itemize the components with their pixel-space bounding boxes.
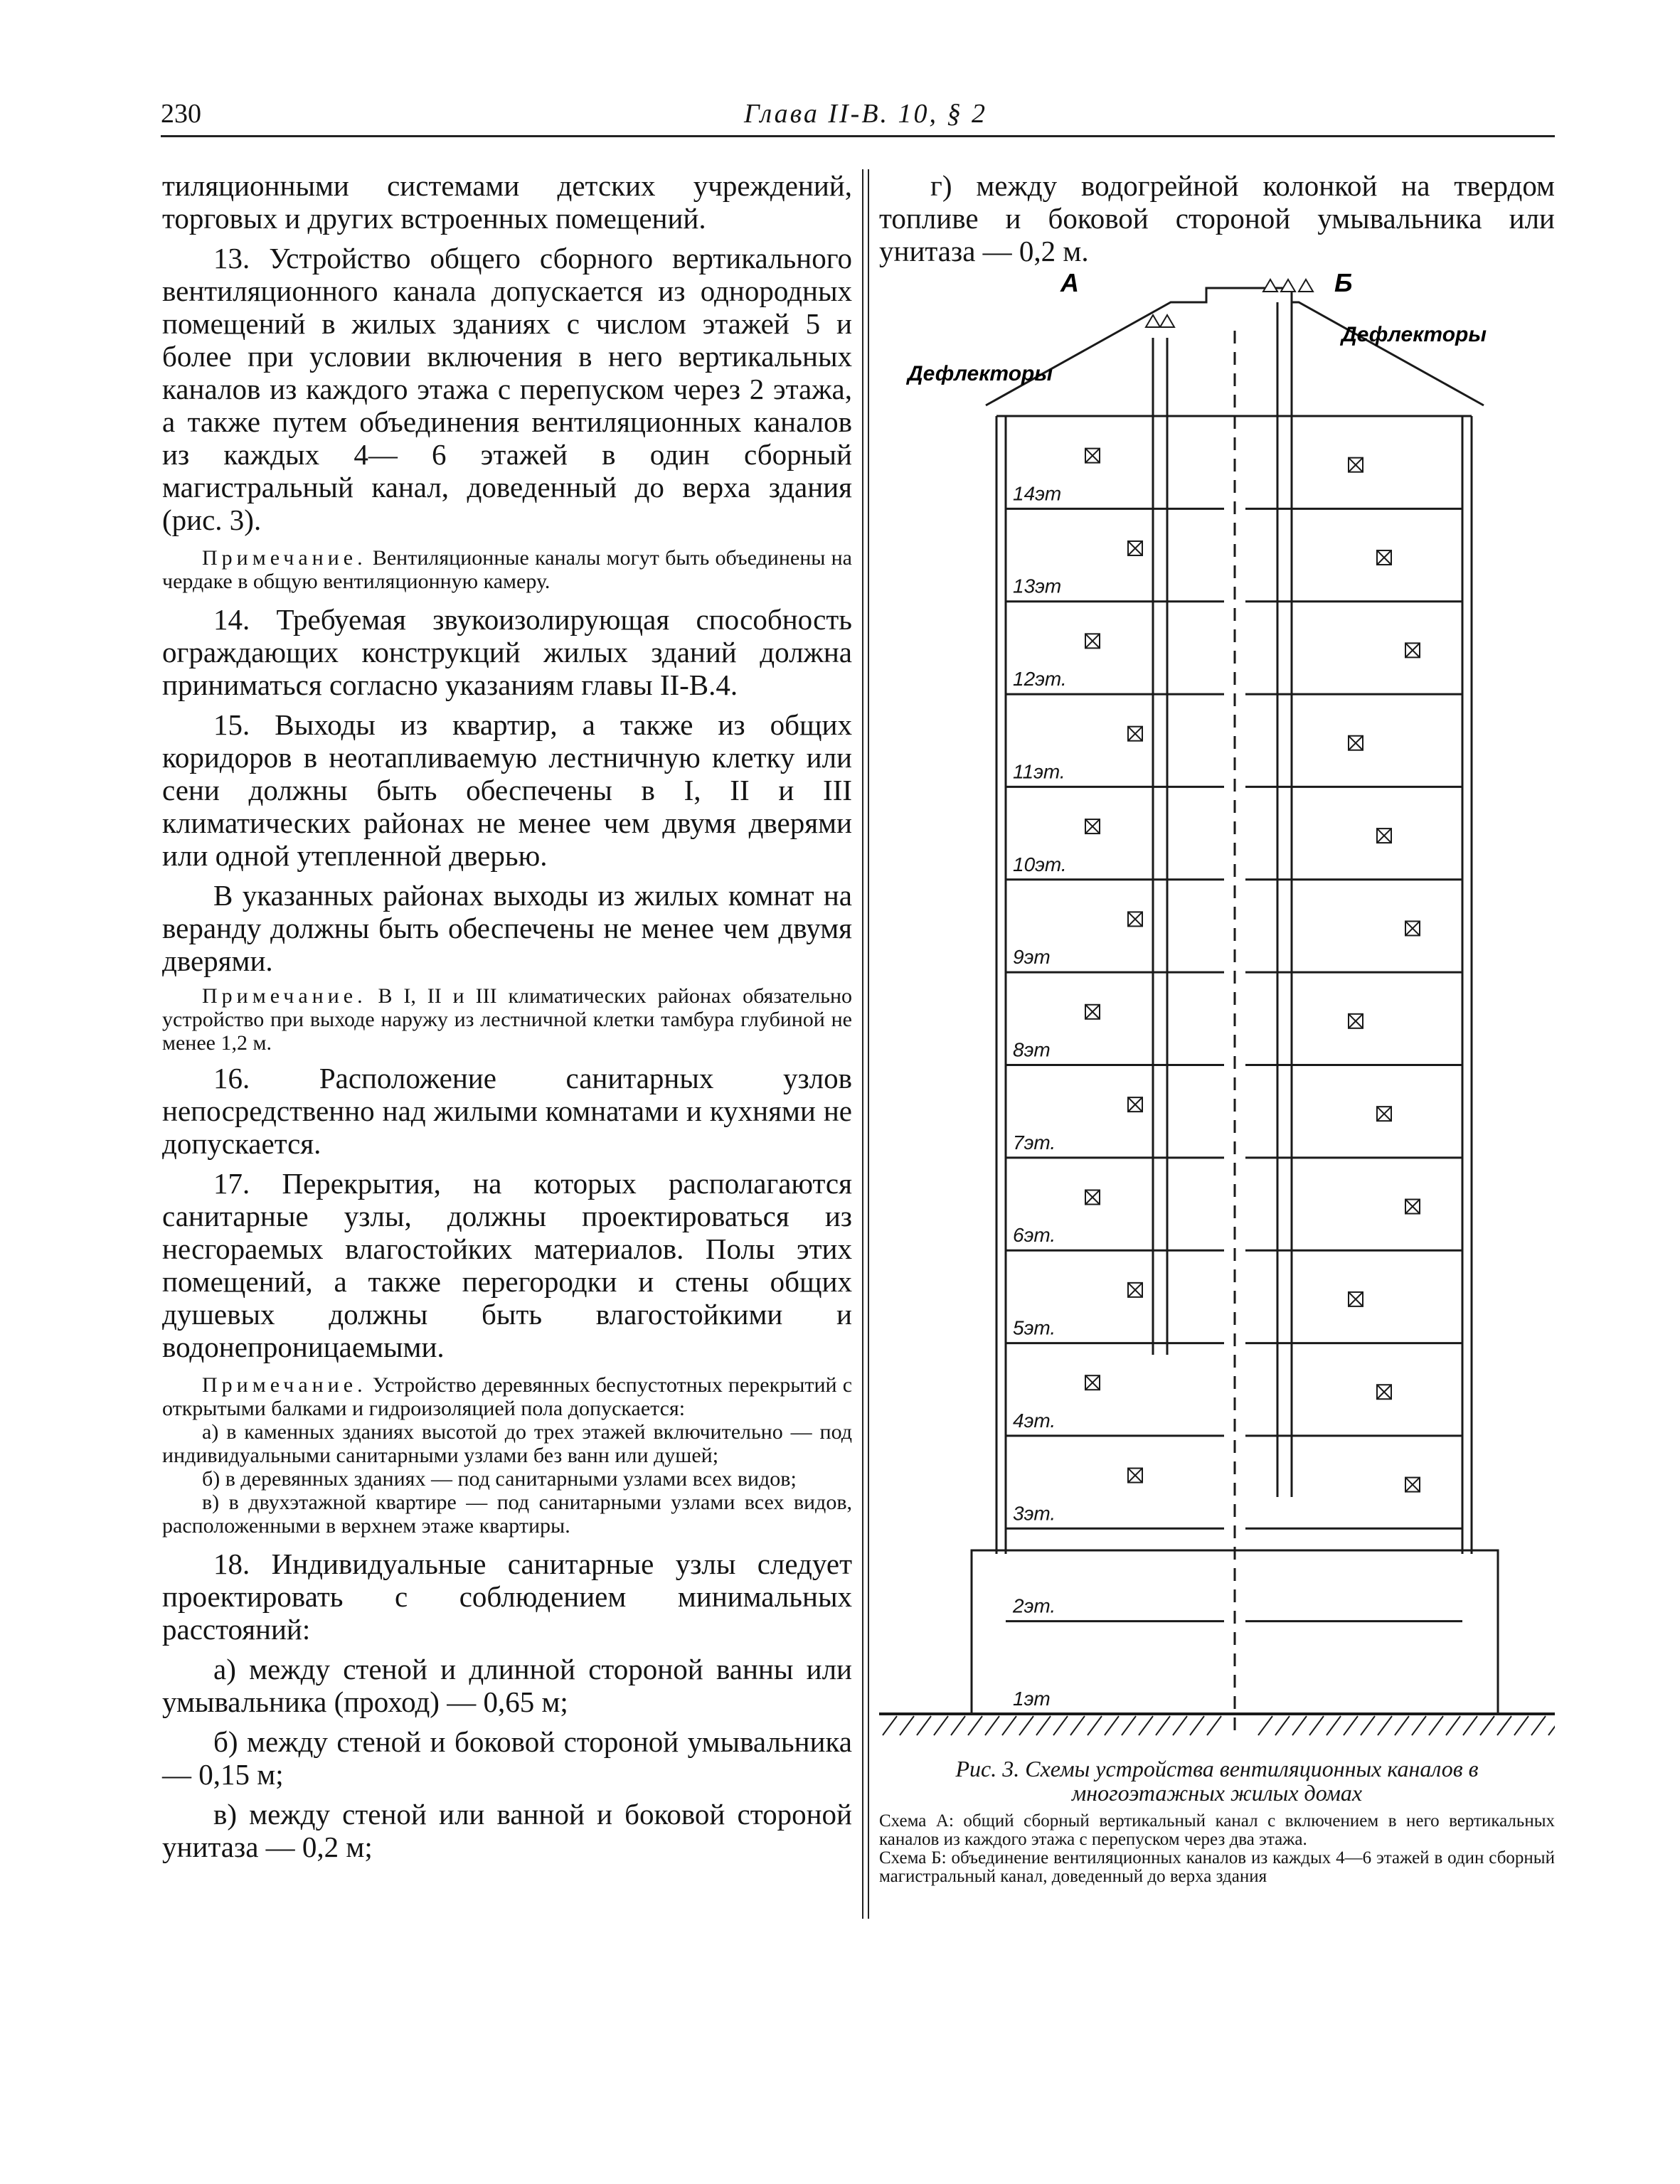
- paragraph-13: 13. Устройство общего сборного вертикального вентиляционного канала допускается из однородных помещений в жилых зданиях с числом этажей 5 и более при условии включения в него вертикальных каналов из каждого этажа с перепуском через 2 этажа, а также путем объединения вентиляционных каналов из каждых 4— 6 этажей в один сборный магистральный канал, доведенный до верха здания (рис. 3).: [162, 242, 852, 536]
- note-1-text: Вентиляционные каналы могут быть объединены на чердаке в общую вентиляционную камеру.: [162, 546, 852, 593]
- deflector-a2: [1160, 315, 1174, 327]
- paragraph-continuation: тиляционными системами детских учреждений, торговых и других встроенных помещений.: [162, 169, 852, 235]
- ground-hatch: [900, 1716, 914, 1735]
- roof-outline: [986, 288, 1484, 405]
- ground-hatch: [1258, 1716, 1272, 1735]
- page-header: [161, 92, 1555, 137]
- ground-hatch: [1173, 1716, 1187, 1735]
- note-3-text: Устройство деревянных беспустотных перекрытий с открытыми балками и гидроизоляцией пола допускается:: [162, 1373, 853, 1420]
- ground-hatch: [1480, 1716, 1494, 1735]
- ground-hatch: [883, 1716, 897, 1735]
- ground-hatch: [1395, 1716, 1409, 1735]
- deflectors-label-right: Дефлекторы: [1341, 323, 1487, 346]
- ground-hatch: [1190, 1716, 1204, 1735]
- note-1-label: Примечание.: [202, 546, 367, 570]
- ground-hatch: [1548, 1716, 1555, 1735]
- note-3: [162, 1373, 852, 1420]
- paragraph-16: 16. Расположение санитарных узлов непосредственно над жилыми комнатами и кухнями не допускается.: [162, 1062, 852, 1160]
- floor-label: 7эт.: [1013, 1131, 1056, 1154]
- right-column: [879, 169, 1555, 267]
- floor-label: 9эт: [1013, 946, 1051, 969]
- ground-hatch: [1292, 1716, 1307, 1735]
- ground-hatch: [1446, 1716, 1460, 1735]
- left-column: [162, 169, 852, 1863]
- paragraph-18d: г) между водогрейной колонкой на твердом топливе и боковой стороной умывальника или унитаза — 0,2 м.: [879, 169, 1555, 267]
- floor-label: 3эт.: [1013, 1502, 1056, 1525]
- paragraph-18c: в) между стеной или ванной и боковой стороной унитаза — 0,2 м;: [162, 1798, 852, 1863]
- figure-legend: [879, 1812, 1555, 1886]
- deflector-b1: [1263, 279, 1277, 292]
- deflector-b3: [1299, 279, 1313, 292]
- ground-hatch: [1207, 1716, 1221, 1735]
- paragraph-15: 15. Выходы из квартир, а также из общих коридоров в неотапливаемую лестничную клетку или сени должны быть обеспечены в I, II и III климатических районах не менее чем двумя дверями или одной утепленной дверью.: [162, 708, 852, 872]
- floor-label: 12эт.: [1013, 668, 1067, 691]
- note-2-label: Примечание.: [202, 984, 367, 1008]
- ground-hatch: [968, 1716, 982, 1735]
- ground-hatch: [985, 1716, 999, 1735]
- deflectors-label-left: Дефлекторы: [908, 362, 1053, 385]
- ground-hatch: [934, 1716, 948, 1735]
- legend-scheme-b: Схема Б: объединение вентиляционных каналов из каждых 4—6 этажей в один сборный магистральный канал, доведенный до верха здания: [879, 1848, 1555, 1886]
- note-2: [162, 984, 852, 1055]
- ground-hatch: [1463, 1716, 1477, 1735]
- floor-label: 13эт: [1013, 575, 1062, 597]
- ground-hatch: [1361, 1716, 1375, 1735]
- floor-label: 11эт.: [1013, 760, 1065, 783]
- ground-hatch: [1497, 1716, 1511, 1735]
- ventilation-diagram: [879, 274, 1555, 1753]
- ground-hatch: [1275, 1716, 1290, 1735]
- floor-label: 5эт.: [1013, 1316, 1056, 1339]
- paragraph-17: 17. Перекрытия, на которых располагаются санитарные узлы, должны проектироваться из несгораемых влагостойких материалов. Полы этих помещений, а также перегородки и стены общих душевых должны быть влагостойкими и водонепроницаемыми.: [162, 1167, 852, 1363]
- ground-hatch: [1019, 1716, 1033, 1735]
- page-number: 230: [161, 99, 201, 129]
- ground-hatch: [951, 1716, 965, 1735]
- ground-hatch: [1002, 1716, 1016, 1735]
- note-2-text: В I, II и III климатических районах обязательно устройство при выходе наружу из лестничной клетки тамбура глубиной не менее 1,2 м.: [162, 984, 852, 1055]
- ground-hatch: [1378, 1716, 1392, 1735]
- ground-hatch: [1412, 1716, 1426, 1735]
- note-1: [162, 546, 852, 593]
- paragraph-18b: б) между стеной и боковой стороной умывальника — 0,15 м;: [162, 1725, 852, 1791]
- ground-hatch: [1531, 1716, 1546, 1735]
- ground-hatch: [1429, 1716, 1443, 1735]
- floor-label: 2эт.: [1013, 1594, 1056, 1617]
- scheme-b-label: Б: [1334, 274, 1353, 297]
- ground-hatch: [1070, 1716, 1085, 1735]
- deflector-b2: [1281, 279, 1295, 292]
- floor-label: 1эт: [1013, 1688, 1051, 1710]
- ground-hatch: [1053, 1716, 1068, 1735]
- paragraph-18a: а) между стеной и длинной стороной ванны или умывальника (проход) — 0,65 м;: [162, 1653, 852, 1718]
- ground-hatch: [1036, 1716, 1051, 1735]
- ground-hatch: [917, 1716, 931, 1735]
- ground-hatch: [1156, 1716, 1170, 1735]
- ground-hatch: [1344, 1716, 1358, 1735]
- scheme-a-label: А: [1060, 274, 1079, 297]
- ground-hatch: [1327, 1716, 1341, 1735]
- floor-label: 14эт: [1013, 482, 1062, 505]
- column-divider: [862, 169, 869, 1919]
- ground-hatch: [1514, 1716, 1529, 1735]
- deflector-a1: [1146, 315, 1160, 327]
- legend-scheme-a: Схема А: общий сборный вертикальный канал с включением в него вертикальных каналов из каждого этажа с перепуском через два этажа.: [879, 1811, 1555, 1849]
- paragraph-14: 14. Требуемая звукоизолирующая способность ограждающих конструкций жилых зданий должна приниматься согласно указаниям главы II-В.4.: [162, 603, 852, 701]
- floor-label: 6эт.: [1013, 1224, 1056, 1247]
- note-3-item-b: б) в деревянных зданиях — под санитарными узлами всех видов;: [202, 1467, 797, 1491]
- ground-hatch: [1122, 1716, 1136, 1735]
- ground-hatch: [1105, 1716, 1119, 1735]
- floor-label: 10эт.: [1013, 853, 1067, 875]
- ground-hatch: [1088, 1716, 1102, 1735]
- note-3-label: Примечание.: [202, 1373, 367, 1397]
- running-head: Глава II-В. 10, § 2: [744, 99, 988, 129]
- note-3-item-c: в) в двухэтажной квартире — под санитарными узлами всех видов, расположенными в верхнем этаже квартиры.: [162, 1491, 852, 1538]
- ground-hatch: [1139, 1716, 1153, 1735]
- paragraph-15b: В указанных районах выходы из жилых комнат на веранду должны быть обеспечены не менее чем двумя дверями.: [162, 879, 852, 977]
- ground-hatch: [1309, 1716, 1324, 1735]
- note-3-item-a: а) в каменных зданиях высотой до трех этажей включительно — под индивидуальными санитарными узлами без ванн или душей;: [162, 1420, 852, 1467]
- floor-label: 4эт.: [1013, 1409, 1056, 1432]
- paragraph-18: 18. Индивидуальные санитарные узлы следует проектировать с соблюдением минимальных расстояний:: [162, 1548, 852, 1646]
- floor-label: 8эт: [1013, 1038, 1051, 1061]
- figure-caption: Рис. 3. Схемы устройства вентиляционных каналов в многоэтажных жилых домах: [955, 1756, 1479, 1806]
